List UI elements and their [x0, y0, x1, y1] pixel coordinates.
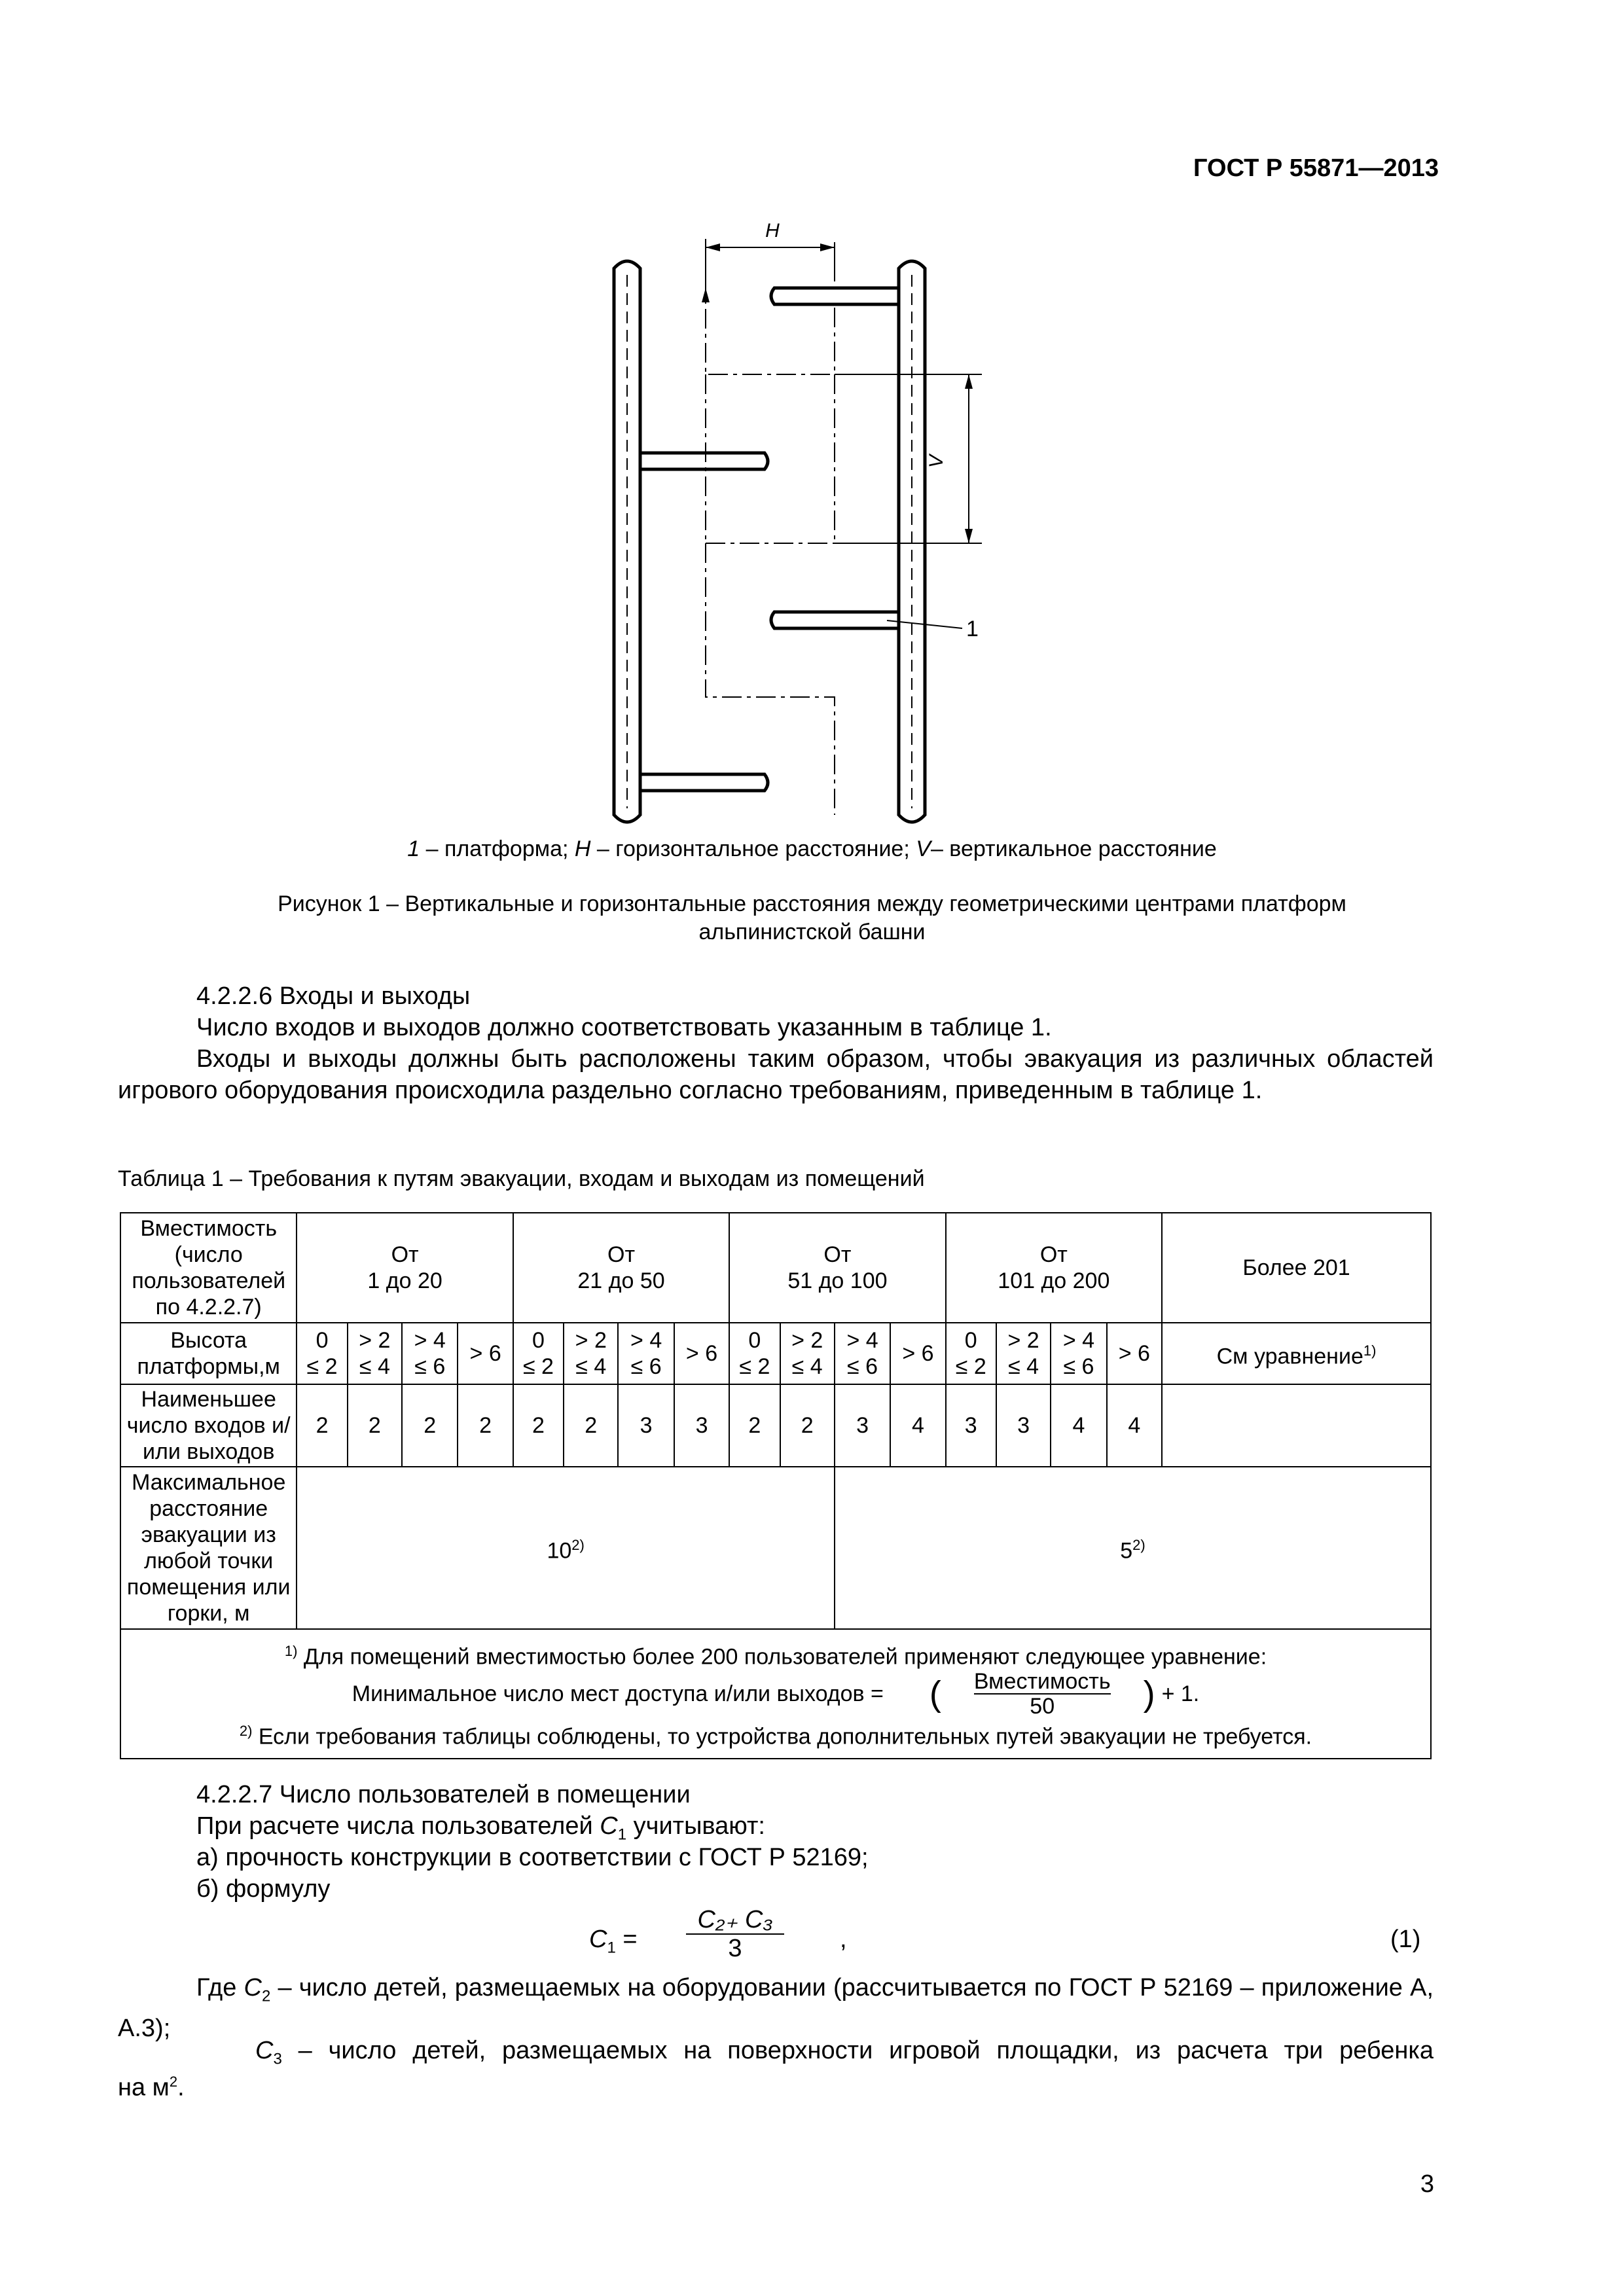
platform-3	[771, 612, 899, 628]
figure-caption-line2: альпинистской башни	[698, 920, 926, 944]
height-cell: > 6	[1107, 1323, 1162, 1384]
figure-caption-line1: Рисунок 1 – Вертикальные и горизонтальные расстояния между геометрическими центрами платформ	[278, 891, 1346, 916]
equation-number: (1)	[1390, 1926, 1421, 1953]
equation-lhs: $C_1$ =	[589, 1926, 638, 1957]
capacity-group: От 21 до 50	[513, 1213, 729, 1323]
capacity-group: От 51 до 100	[729, 1213, 945, 1323]
page-number: 3	[1420, 2170, 1434, 2198]
v-label: V	[926, 454, 947, 469]
table-row-min-exits	[120, 1384, 1431, 1467]
max-distance-large: 5$^{2)}$	[835, 1467, 1431, 1629]
platform-1	[771, 288, 899, 304]
height-cell: 0 ≤ 2	[729, 1323, 780, 1384]
height-cell: > 6	[458, 1323, 513, 1384]
table-row-max-distance	[120, 1467, 1431, 1629]
min-exits-cell: 2	[458, 1384, 513, 1467]
capacity-group: От 101 до 200	[946, 1213, 1162, 1323]
min-exits-cell: 3	[835, 1384, 890, 1467]
height-equation-ref: См уравнение$^{1)}$	[1162, 1323, 1431, 1384]
table-row-footnotes	[120, 1629, 1431, 1759]
figure-legend: 1 – платформа; H – горизонтальное расстояние; V– вертикальное расстояние	[407, 836, 1217, 861]
requirements-table	[120, 1212, 1432, 1759]
max-distance-label: Максимальное расстояние эвакуации из любой точки помещения или горки, м	[120, 1467, 297, 1629]
platform-2	[640, 453, 768, 469]
min-exits-cell: 4	[1107, 1384, 1162, 1467]
paragraph-exits-count: Число входов и выходов должно соответствовать указанным в таблице 1.	[196, 1014, 1052, 1041]
list-item-b: б) формулу	[196, 1875, 331, 1903]
section-heading-4226: 4.2.2.6 Входы и выходы	[196, 982, 471, 1010]
height-cell: > 2 ≤ 4	[996, 1323, 1051, 1384]
min-exits-cell: 2	[729, 1384, 780, 1467]
paragraph-users-calc: При расчете числа пользователей $C_1$ учитывают:	[196, 1812, 765, 1844]
paragraph-exits-layout: Входы и выходы должны быть расположены таким образом, чтобы эвакуация из различных областей игрового оборудования происходила раздельно согласно требованиям, приведенным в таблице 1.	[118, 1045, 1434, 1104]
min-exits-cell: 2	[297, 1384, 347, 1467]
figure-climbing-tower	[0, 0, 1624, 851]
height-cell: > 4 ≤ 6	[835, 1323, 890, 1384]
height-cell: 0 ≤ 2	[297, 1323, 347, 1384]
footnote-1: $^{1)}$ Для помещений вместимостью более 200 пользователей применяют следующее уравнение:	[284, 1642, 1267, 1669]
height-cell: > 6	[890, 1323, 945, 1384]
list-item-a: а) прочность конструкции в соответствии с ГОСТ Р 52169;	[196, 1844, 869, 1871]
table-footnotes	[120, 1629, 1431, 1759]
min-exits-cell: 2	[402, 1384, 458, 1467]
min-exits-cell: 2	[780, 1384, 835, 1467]
callout-label: 1	[966, 617, 979, 641]
center-line	[706, 275, 835, 815]
height-cell: 0 ≤ 2	[946, 1323, 996, 1384]
height-cell: > 2 ≤ 4	[780, 1323, 835, 1384]
height-cell: 0 ≤ 2	[513, 1323, 564, 1384]
footnote-formula: Минимальное число мест доступа и/или выходов = ( Вместимость 50 ) + 1.	[352, 1669, 1200, 1719]
max-distance-small: 10$^{2)}$	[297, 1467, 834, 1629]
min-exits-cell: 3	[946, 1384, 996, 1467]
h-label: H	[765, 220, 780, 242]
min-exits-cell: 3	[618, 1384, 674, 1467]
paragraph-where-c2: Где $C_2$ – число детей, размещаемых на оборудовании (рассчитывается по ГОСТ Р 52169 – приложение А, А.3);	[118, 1974, 1434, 2042]
capacity-label: Вместимость (число пользователей по 4.2.2.7)	[120, 1213, 297, 1323]
empty-cell	[1162, 1384, 1431, 1467]
table-row-height	[120, 1323, 1431, 1384]
table-caption: Таблица 1 – Требования к путям эвакуации, входам и выходам из помещений	[118, 1166, 925, 1191]
height-cell: > 2 ≤ 4	[564, 1323, 618, 1384]
min-exits-cell: 3	[996, 1384, 1051, 1467]
capacity-group: От 1 до 20	[297, 1213, 513, 1323]
min-exits-cell: 4	[1051, 1384, 1106, 1467]
height-cell: > 4 ≤ 6	[402, 1323, 458, 1384]
capacity-group: Более 201	[1162, 1213, 1431, 1323]
height-cell: > 4 ≤ 6	[618, 1323, 674, 1384]
paragraph-c3: $C_3$ – число детей, размещаемых на поверхности игровой площадки, из расчета три ребенка	[255, 2037, 1434, 2068]
document-header: ГОСТ Р 55871—2013	[1193, 154, 1439, 182]
min-exits-cell: 4	[890, 1384, 945, 1467]
paragraph-c3-continued: на $м^2$.	[118, 2073, 185, 2102]
min-exits-cell: 2	[513, 1384, 564, 1467]
min-exits-cell: 3	[674, 1384, 729, 1467]
min-exits-cell: 2	[348, 1384, 402, 1467]
height-label: Высота платформы,м	[120, 1323, 297, 1384]
equation-fraction: C₂₊ C₃ 3	[686, 1906, 784, 1962]
equation-comma: ,	[840, 1926, 847, 1953]
min-exits-label: Наименьшее число входов и/или выходов	[120, 1384, 297, 1467]
height-cell: > 2 ≤ 4	[348, 1323, 402, 1384]
height-cell: > 4 ≤ 6	[1051, 1323, 1106, 1384]
platform-4	[640, 774, 768, 791]
section-heading-4227: 4.2.2.7 Число пользователей в помещении	[196, 1781, 691, 1808]
footnote-2: $^{2)}$ Если требования таблицы соблюдены, то устройства дополнительных путей эвакуации не требуется.	[239, 1723, 1312, 1749]
min-exits-cell: 2	[564, 1384, 618, 1467]
height-cell: > 6	[674, 1323, 729, 1384]
table-row-capacity	[120, 1213, 1431, 1323]
